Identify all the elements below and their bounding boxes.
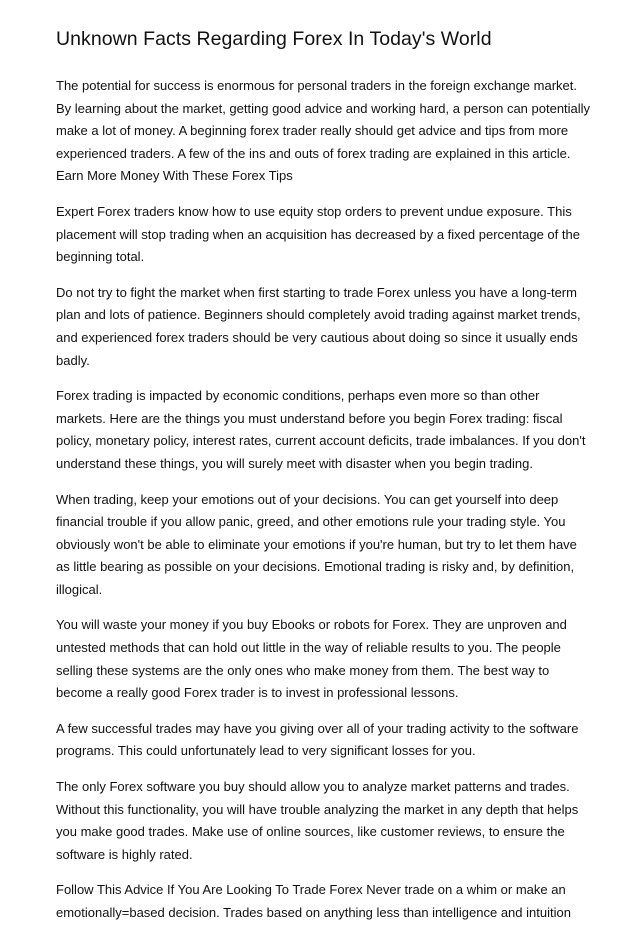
paragraph-intro: The potential for success is enormous for personal traders in the foreign exchange market. By learning about the market, getting good advice and working hard, a person can potentially make a lot of money. A beginning forex trader really should get advice and tips from more experienced traders. A few of the ins and outs of forex trading are explained in this article. Earn More Money With These Forex Tips — [56, 78, 591, 184]
paragraph-software-choice: The only Forex software you buy should allow you to analyze market patterns and trades. Without this functionality, you will have trouble analyzing the market in any depth that helps you make good trades. Make use of online sources, like customer reviews, to ensure the software is highly rated. — [56, 779, 579, 862]
document-page — [56, 26, 598, 938]
paragraph-emotions: When trading, keep your emotions out of your decisions. You can get yourself into deep financial trouble if you allow panic, greed, and other emotions rule your trading style. You obviously won't be able to eliminate your emotions if you're human, but try to let them have as little bearing as possible on your decisions. Emotional trading is risky and, by definition, illogical. — [56, 491, 577, 597]
paragraph-economic-conditions: Forex trading is impacted by economic conditions, perhaps even more so than other markets. Here are the things you must understand before you begin Forex trading: fiscal policy, monetary policy, interest rates, current account deficits, trade imbalances. If you don't understand these things, you will surely meet with disaster when you begin trading. — [56, 388, 586, 471]
document-title: Unknown Facts Regarding Forex In Today's World — [56, 28, 492, 50]
paragraph-market-trends: Do not try to fight the market when first starting to trade Forex unless you have a long-term plan and lots of patience. Beginners should completely avoid trading against market trends, and experienced forex traders should be very cautious about doing so since it usually ends badly. — [56, 284, 581, 368]
paragraph-ebooks-robots: You will waste your money if you buy Ebooks or robots for Forex. They are unproven and untested methods that can hold out little in the way of reliable results to you. The people selling these systems are the only ones who make money from them. The best way to become a really good Forex trader is to invest in professional lessons. — [56, 617, 567, 701]
paragraph-stop-orders: Expert Forex traders know how to use equity stop orders to prevent undue exposure. This placement will stop trading when an acquisition has decreased by a fixed percentage of the beginning total. — [56, 203, 580, 265]
paragraph-follow-advice: Follow This Advice If You Are Looking To Trade Forex Never trade on a whim or make an emotionally=based decision. Trades based on anything less than intelligence and intuition — [56, 882, 571, 920]
paragraph-software-losses: A few successful trades may have you giving over all of your trading activity to the software programs. This could unfortunately lead to very significant losses for you. — [56, 720, 579, 759]
